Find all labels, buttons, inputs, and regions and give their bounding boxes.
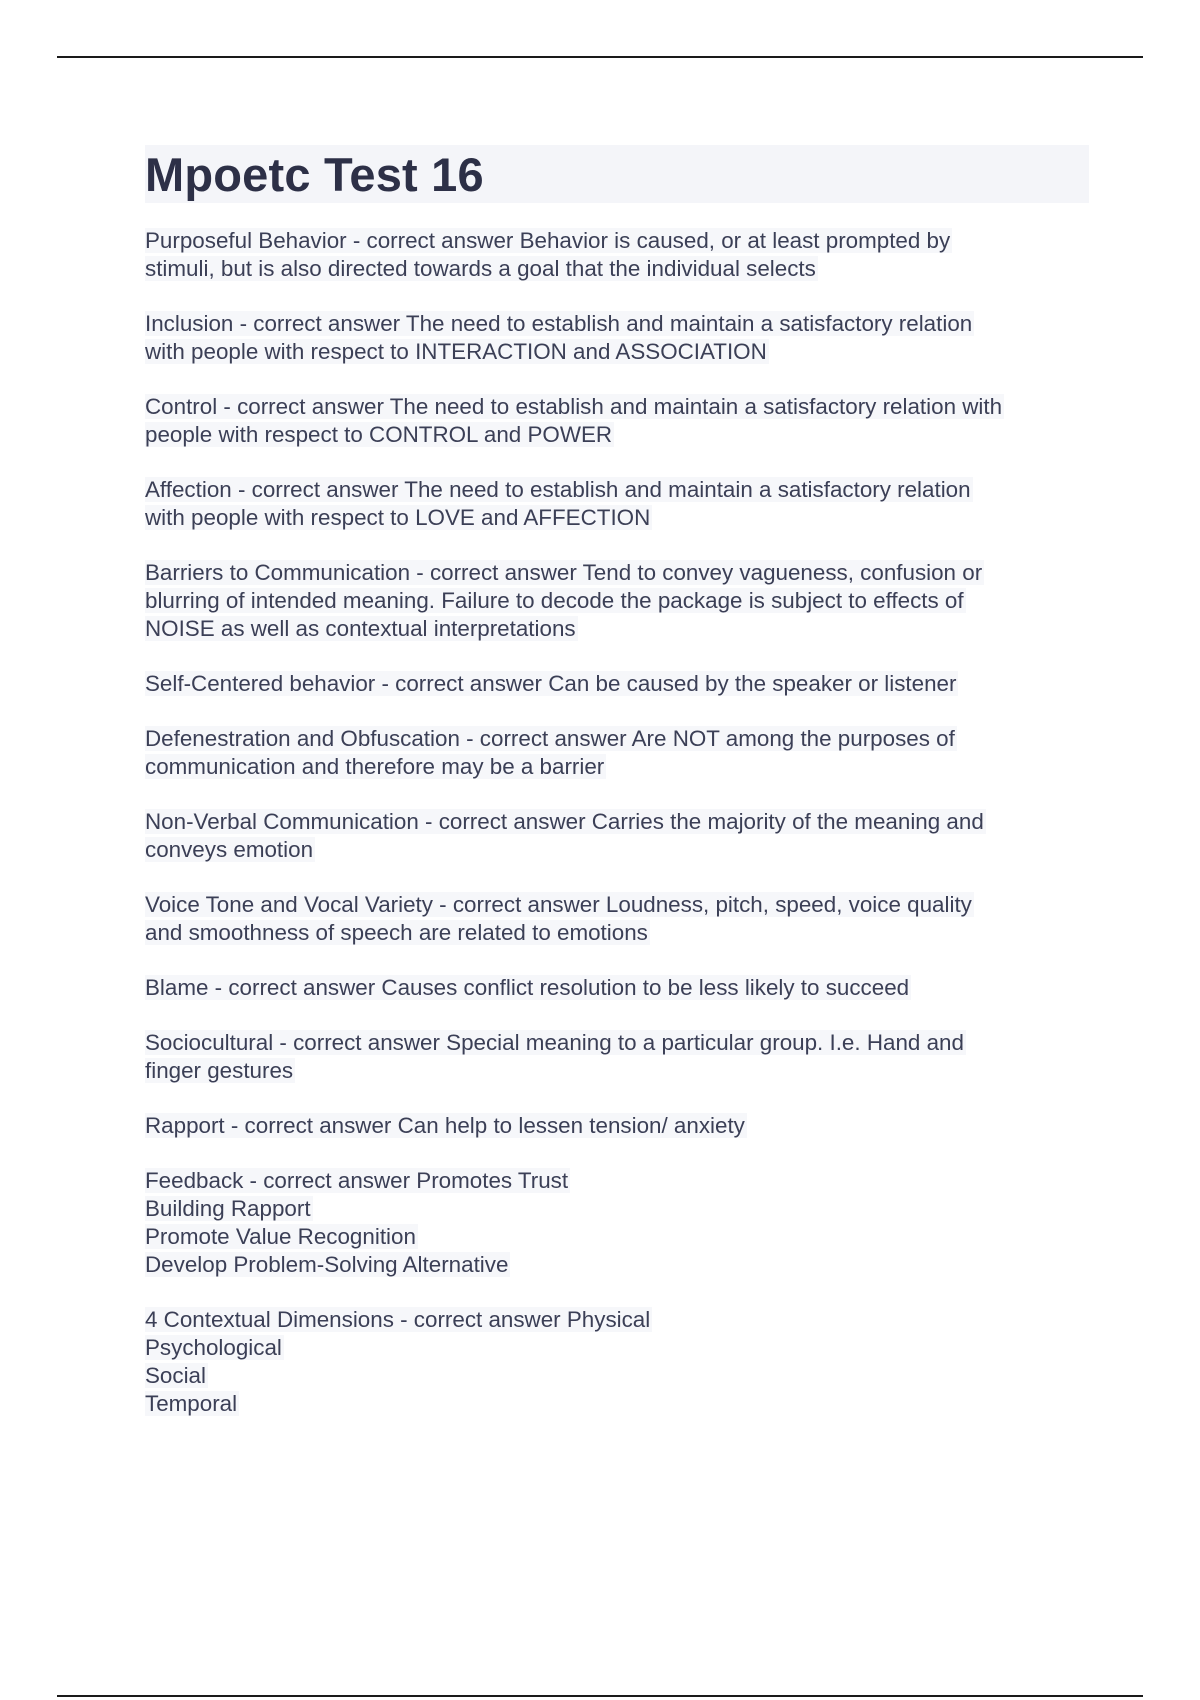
entry-line-text: blurring of intended meaning. Failure to decode the package is subject to effects of xyxy=(145,588,964,613)
entry-line xyxy=(145,227,1089,255)
entry-line-text: Purposeful Behavior - correct answer Behavior is caused, or at least prompted by xyxy=(145,228,951,253)
entry-line-text: Barriers to Communication - correct answer Tend to convey vagueness, confusion or xyxy=(145,560,983,585)
entry-line xyxy=(145,504,1089,532)
entry-line xyxy=(145,836,1089,864)
entry-line xyxy=(145,1334,1089,1362)
entry-line-text: Inclusion - correct answer The need to establish and maintain a satisfactory relation xyxy=(145,311,973,336)
qa-entry xyxy=(145,1112,1089,1140)
entry-line-text: Promote Value Recognition xyxy=(145,1224,416,1249)
entry-line-text: Feedback - correct answer Promotes Trust xyxy=(145,1168,569,1193)
qa-entry xyxy=(145,808,1089,864)
entry-line-text: and smoothness of speech are related to emotions xyxy=(145,920,648,945)
entry-line-text: Rapport - correct answer Can help to lessen tension/ anxiety xyxy=(145,1113,745,1138)
entry-line-text: conveys emotion xyxy=(145,837,314,862)
entry-line-text: people with respect to CONTROL and POWER xyxy=(145,422,613,447)
entry-line-text: NOISE as well as contextual interpretations xyxy=(145,616,576,641)
entry-line-text: Non-Verbal Communication - correct answer Carries the majority of the meaning and xyxy=(145,809,984,834)
entry-line-text: with people with respect to LOVE and AFFECTION xyxy=(145,505,651,530)
entry-line xyxy=(145,1251,1089,1279)
entry-line xyxy=(145,587,1089,615)
entry-line-text: stimuli, but is also directed towards a goal that the individual selects xyxy=(145,256,816,281)
entry-line xyxy=(145,808,1089,836)
qa-entry xyxy=(145,1167,1089,1279)
entry-line xyxy=(145,1167,1089,1195)
qa-entry xyxy=(145,559,1089,643)
entry-line xyxy=(145,670,1089,698)
entry-line-text: Building Rapport xyxy=(145,1196,311,1221)
qa-entry xyxy=(145,1029,1089,1085)
entry-line xyxy=(145,338,1089,366)
qa-entry xyxy=(145,891,1089,947)
entry-line-text: Blame - correct answer Causes conflict resolution to be less likely to succeed xyxy=(145,975,910,1000)
entry-line xyxy=(145,421,1089,449)
entry-line xyxy=(145,255,1089,283)
qa-entry xyxy=(145,974,1089,1002)
entry-line xyxy=(145,974,1089,1002)
entry-line xyxy=(145,1390,1089,1418)
entry-line xyxy=(145,393,1089,421)
entry-list xyxy=(145,227,1089,1418)
page-title: Mpoetc Test 16 xyxy=(145,145,1089,203)
header-rule xyxy=(57,56,1143,58)
entry-line-text: Self-Centered behavior - correct answer Can be caused by the speaker or listener xyxy=(145,671,957,696)
entry-line xyxy=(145,1223,1089,1251)
entry-line xyxy=(145,753,1089,781)
entry-line-text: Affection - correct answer The need to establish and maintain a satisfactory relation xyxy=(145,477,971,502)
entry-line-text: with people with respect to INTERACTION and ASSOCIATION xyxy=(145,339,767,364)
entry-line xyxy=(145,1195,1089,1223)
entry-line xyxy=(145,1362,1089,1390)
entry-line-text: Control - correct answer The need to establish and maintain a satisfactory relation with xyxy=(145,394,1003,419)
qa-entry xyxy=(145,1306,1089,1418)
footer-rule xyxy=(57,1695,1143,1697)
entry-line xyxy=(145,476,1089,504)
entry-line-text: Develop Problem-Solving Alternative xyxy=(145,1252,509,1277)
entry-line-text: finger gestures xyxy=(145,1058,294,1083)
entry-line-text: Voice Tone and Vocal Variety - correct answer Loudness, pitch, speed, voice quality xyxy=(145,892,972,917)
qa-entry xyxy=(145,670,1089,698)
entry-line-text: communication and therefore may be a barrier xyxy=(145,754,605,779)
qa-entry xyxy=(145,393,1089,449)
entry-line xyxy=(145,559,1089,587)
qa-entry xyxy=(145,725,1089,781)
qa-entry xyxy=(145,310,1089,366)
entry-line-text: 4 Contextual Dimensions - correct answer Physical xyxy=(145,1307,651,1332)
entry-line xyxy=(145,1029,1089,1057)
entry-line-text: Social xyxy=(145,1363,206,1388)
entry-line xyxy=(145,310,1089,338)
qa-entry xyxy=(145,476,1089,532)
entry-line xyxy=(145,1306,1089,1334)
entry-line xyxy=(145,1057,1089,1085)
entry-line-text: Sociocultural - correct answer Special meaning to a particular group. I.e. Hand and xyxy=(145,1030,964,1055)
entry-line xyxy=(145,891,1089,919)
qa-entry xyxy=(145,227,1089,283)
entry-line xyxy=(145,919,1089,947)
entry-line-text: Psychological xyxy=(145,1335,282,1360)
entry-line xyxy=(145,615,1089,643)
document-body xyxy=(145,145,1089,1445)
entry-line xyxy=(145,1112,1089,1140)
entry-line-text: Temporal xyxy=(145,1391,238,1416)
entry-line-text: Defenestration and Obfuscation - correct answer Are NOT among the purposes of xyxy=(145,726,955,751)
entry-line xyxy=(145,725,1089,753)
